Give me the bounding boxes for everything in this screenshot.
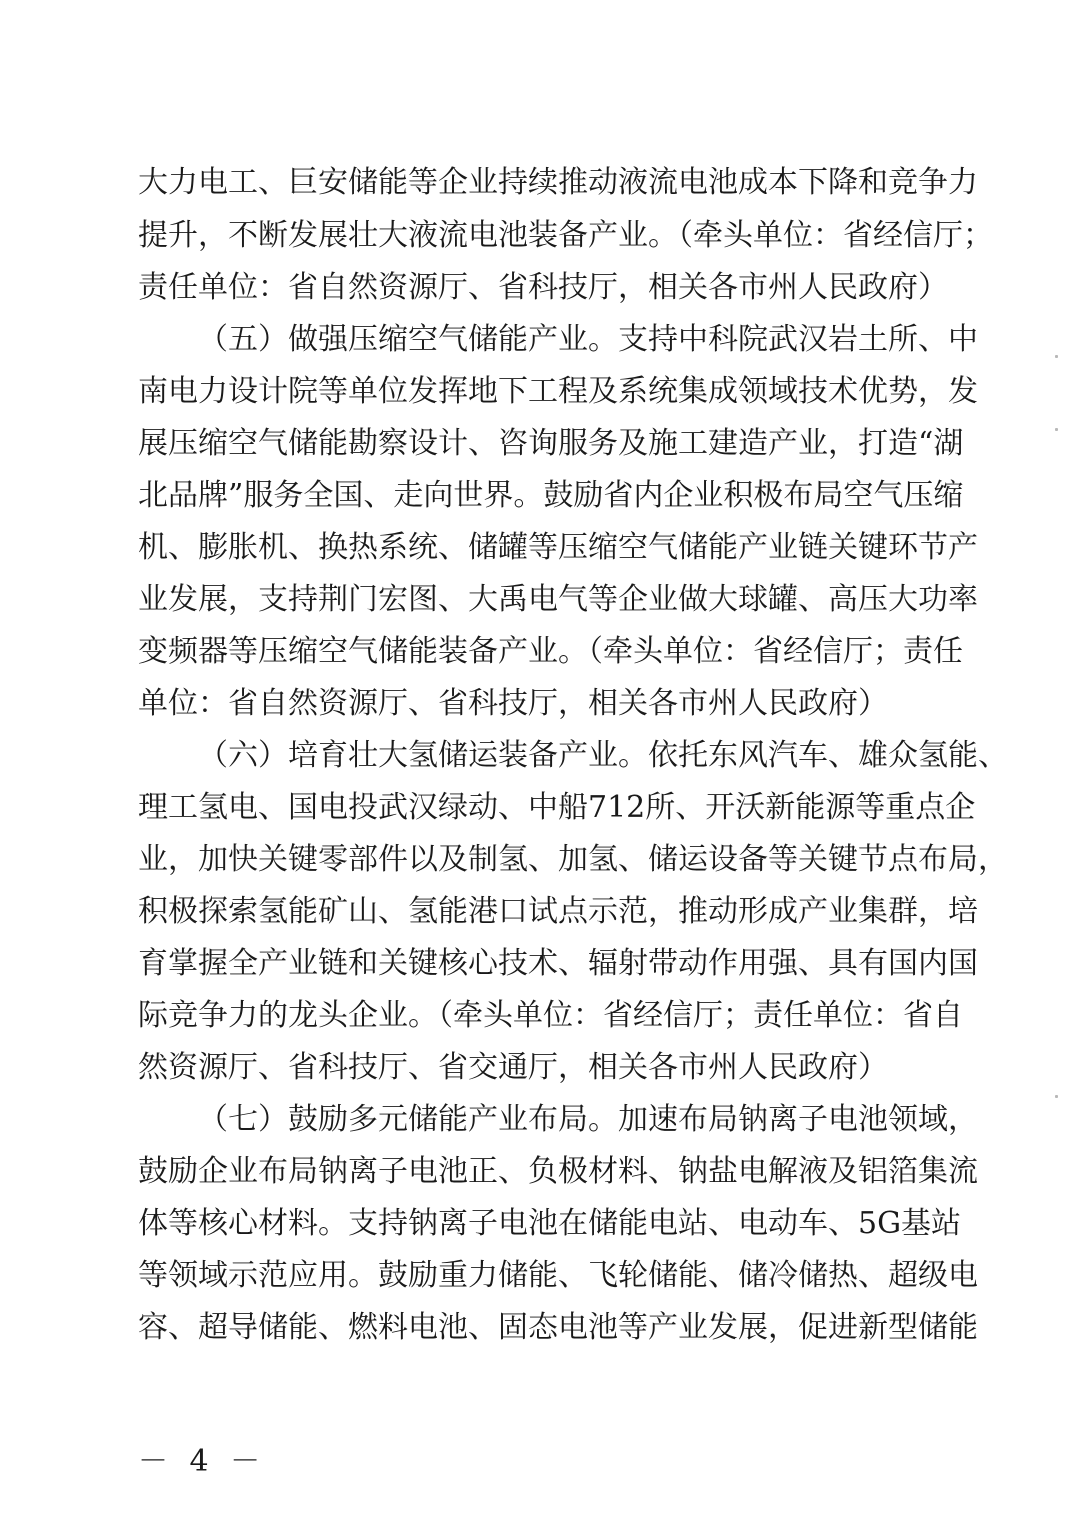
body-line-2: 提升，不断发展壮大液流电池装备产业。（牵头单位：省经信厅； — [138, 218, 993, 253]
scan-speck — [1055, 355, 1058, 358]
scan-speck — [1055, 1095, 1058, 1098]
body-line-9: 业发展，支持荆门宏图、大禹电气等企业做大球罐、高压大功率 — [138, 582, 978, 617]
body-line-13: 理工氢电、国电投武汉绿动、中船712所、开沃新能源等重点企 — [138, 790, 976, 825]
body-line-5: 南电力设计院等单位发挥地下工程及系统集成领域技术优势，发 — [138, 374, 978, 409]
body-line-1: 大力电工、巨安储能等企业持续推动液流电池成本下降和竞争力 — [138, 165, 978, 200]
body-line-3: 责任单位：省自然资源厅、省科技厅，相关各市州人民政府） — [138, 270, 948, 305]
body-line-7: 北品牌”服务全国、走向世界。鼓励省内企业积极布局空气压缩 — [138, 478, 964, 513]
body-line-16: 育掌握全产业链和关键核心技术、辐射带动作用强、具有国内国 — [138, 946, 978, 981]
body-line-17: 际竞争力的龙头企业。（牵头单位：省经信厅；责任单位：省自 — [138, 998, 963, 1033]
body-line-10: 变频器等压缩空气储能装备产业。（牵头单位：省经信厅；责任 — [138, 634, 963, 669]
body-line-11: 单位：省自然资源厅、省科技厅，相关各市州人民政府） — [138, 686, 888, 721]
body-line-20: 鼓励企业布局钠离子电池正、负极材料、钠盐电解液及铝箔集流 — [138, 1154, 978, 1189]
section-7-heading-line: （七）鼓励多元储能产业布局。加速布局钠离子电池领域， — [198, 1102, 978, 1137]
body-line-21: 体等核心材料。支持钠离子电池在储能电站、电动车、5G基站 — [138, 1206, 962, 1241]
body-line-8: 机、膨胀机、换热系统、储罐等压缩空气储能产业链关键环节产 — [138, 530, 978, 565]
scan-speck — [1055, 428, 1058, 431]
body-line-23: 容、超导储能、燃料电池、固态电池等产业发展，促进新型储能 — [138, 1310, 978, 1345]
page-number: － 4 － — [138, 1444, 267, 1479]
section-6-heading-line: （六）培育壮大氢储运装备产业。依托东风汽车、雄众氢能、 — [198, 738, 1008, 773]
body-line-18: 然资源厅、省科技厅、省交通厅，相关各市州人民政府） — [138, 1050, 888, 1085]
body-line-6: 展压缩空气储能勘察设计、咨询服务及施工建造产业，打造“湖 — [138, 426, 964, 461]
section-5-heading-line: （五）做强压缩空气储能产业。支持中科院武汉岩土所、中 — [198, 322, 978, 357]
body-line-15: 积极探索氢能矿山、氢能港口试点示范，推动形成产业集群，培 — [138, 894, 978, 929]
body-line-22: 等领域示范应用。鼓励重力储能、飞轮储能、储冷储热、超级电 — [138, 1258, 978, 1293]
body-line-14: 业，加快关键零部件以及制氢、加氢、储运设备等关键节点布局， — [138, 842, 1008, 877]
